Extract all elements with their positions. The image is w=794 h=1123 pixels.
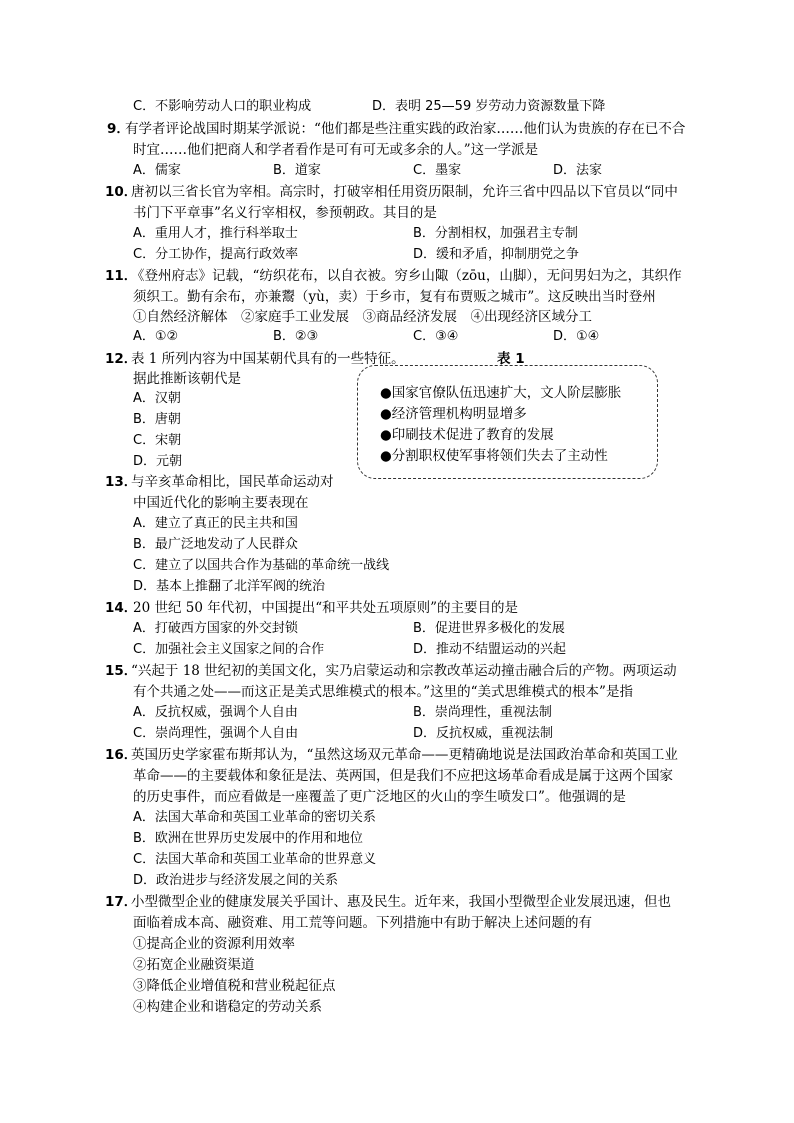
q12-table-item: ●国家官僚队伍迅速扩大，文人阶层膨胀 xyxy=(380,385,622,401)
q15-stem-line2: 有个共通之处——而这正是美式思维模式的根本。”这里的“美式思维模式的根本”是指 xyxy=(133,684,633,700)
q14-option-d: D．推动不结盟运动的兴起 xyxy=(413,642,567,657)
q13-option-a: A．建立了真正的民主共和国 xyxy=(133,516,298,531)
q12-option-a: A．汉朝 xyxy=(133,391,181,406)
q14-number: 14． xyxy=(105,600,138,616)
q11-number: 11． xyxy=(105,268,138,284)
q13-stem-line1: 与辛亥革命相比，国民革命运动对 xyxy=(131,474,334,490)
q13-option-d: D．基本上推翻了北洋军阀的统治 xyxy=(133,579,326,594)
q12-table-item: ●分割职权使军事将领们失去了主动性 xyxy=(380,448,608,464)
q9-option-c: C．墨家 xyxy=(413,163,462,178)
q14-option-b: B．促进世界多极化的发展 xyxy=(413,621,565,636)
q14-option-c: C．加强社会主义国家之间的合作 xyxy=(133,642,325,657)
q16-option-b: B．欧洲在世界历史发展中的作用和地位 xyxy=(133,831,363,846)
q12-table-label: 表 1 xyxy=(497,351,525,367)
q13-option-b: B．最广泛地发动了人民群众 xyxy=(133,537,298,552)
q12-number: 12． xyxy=(105,351,138,367)
q13-stem-line2: 中国近代化的影响主要表现在 xyxy=(133,495,309,511)
q17-item: ③降低企业增值税和营业税起征点 xyxy=(133,978,336,994)
q9-stem-line1: 有学者评论战国时期某学派说：“他们都是些注重实践的政治家……他们认为贵族的存在已不合 xyxy=(125,121,686,137)
q12-option-c: C．宋朝 xyxy=(133,433,182,448)
q17-stem-line2: 面临着成本高、融资难、用工荒等问题。下列措施中有助于解决上述问题的有 xyxy=(133,915,592,931)
q12-stem-line1: 表 1 所列内容为中国某朝代具有的一些特征。 xyxy=(131,351,405,367)
q10-option-c: C．分工协作，提高行政效率 xyxy=(133,247,299,262)
q11-option-c: C．③④ xyxy=(413,329,459,344)
q17-number: 17． xyxy=(105,894,138,910)
q16-option-a: A．法国大革命和英国工业革命的密切关系 xyxy=(133,810,376,825)
q16-stem-line2: 革命——的主要载体和象征是法、英两国，但是我们不应把这场革命看成是属于这两个国家 xyxy=(133,768,673,784)
q9-option-b: B．道家 xyxy=(273,163,321,178)
q17-item: ②拓宽企业融资渠道 xyxy=(133,957,255,973)
q11-stem-line1: 《登州府志》记载，“纺织花布，以自衣被。穷乡山陬（zōu，山脚），无问男妇为之，其织作 xyxy=(131,268,682,284)
q10-option-b: B．分割相权，加强君主专制 xyxy=(413,226,578,241)
q11-option-d: D．①④ xyxy=(553,329,600,344)
q11-stem-line2: 须织工。勤有余布，亦兼鬻（yù，卖）于乡市，复有布贾贩之城市”。这反映出当时登州 xyxy=(133,289,656,305)
q8-option-c: C．不影响劳动人口的职业构成 xyxy=(133,99,312,114)
q15-option-b: B．崇尚理性，重视法制 xyxy=(413,705,552,720)
q14-option-a: A．打破西方国家的外交封锁 xyxy=(133,621,298,636)
q16-number: 16． xyxy=(105,747,138,763)
q17-item: ①提高企业的资源利用效率 xyxy=(133,936,295,952)
q15-stem-line1: “兴起于 18 世纪初的美国文化，实乃启蒙运动和宗教改革运动撞击融合后的产物。两项运动 xyxy=(131,663,677,679)
q17-item: ④构建企业和谐稳定的劳动关系 xyxy=(133,999,322,1015)
q15-option-a: A．反抗权威，强调个人自由 xyxy=(133,705,298,720)
q13-option-c: C．建立了以国共合作为基础的革命统一战线 xyxy=(133,558,390,573)
q12-table-item: ●经济管理机构明显增多 xyxy=(380,406,527,422)
q12-option-d: D．元朝 xyxy=(133,454,183,469)
q9-option-a: A．儒家 xyxy=(133,163,181,178)
q10-option-d: D．缓和矛盾，抑制朋党之争 xyxy=(413,247,580,262)
q17-stem-line1: 小型微型企业的健康发展关乎国计、惠及民生。近年来，我国小型微型企业发展迅速，但也 xyxy=(131,894,671,910)
q9-option-d: D．法家 xyxy=(553,163,603,178)
q16-stem-line1: 英国历史学家霍布斯邦认为，“虽然这场双元革命——更精确地说是法国政治革命和英国工业 xyxy=(131,747,678,763)
q15-option-d: D．反抗权威，重视法制 xyxy=(413,726,554,741)
q8-option-d: D．表明 25—59 岁劳动力资源数量下降 xyxy=(372,99,606,114)
q15-number: 15． xyxy=(105,663,138,679)
q15-option-c: C．崇尚理性，强调个人自由 xyxy=(133,726,299,741)
q10-option-a: A．重用人才，推行科举取士 xyxy=(133,226,298,241)
q9-number: 9． xyxy=(107,121,130,137)
q16-option-d: D．政治进步与经济发展之间的关系 xyxy=(133,873,339,888)
q13-number: 13． xyxy=(105,474,138,490)
q12-option-b: B．唐朝 xyxy=(133,412,181,427)
q12-table-box xyxy=(357,365,658,479)
q11-option-a: A．①② xyxy=(133,329,179,344)
q10-number: 10． xyxy=(105,184,138,200)
q10-stem-line1: 唐初以三省长官为宰相。高宗时，打破宰相任用资历限制，允许三省中四品以下官员以“同中 xyxy=(131,184,678,200)
q16-option-c: C．法国大革命和英国工业革命的世界意义 xyxy=(133,852,377,867)
q11-items: ①自然经济解体 ②家庭手工业发展 ③商品经济发展 ④出现经济区域分工 xyxy=(133,309,592,325)
q9-stem-line2: 时宜……他们把商人和学者看作是可有可无或多余的人。”这一学派是 xyxy=(133,142,539,158)
q12-table-item: ●印刷技术促进了教育的发展 xyxy=(380,427,554,443)
q10-stem-line2: 书门下平章事”名义行宰相权，参预朝政。其目的是 xyxy=(133,205,437,221)
q14-stem-line1: 20 世纪 50 年代初，中国提出“和平共处五项原则”的主要目的是 xyxy=(133,600,519,616)
q16-stem-line3: 的历史事件，而应看做是一座覆盖了更广泛地区的火山的孪生喷发口”。他强调的是 xyxy=(133,789,626,805)
q12-stem-line2: 据此推断该朝代是 xyxy=(133,371,241,387)
q11-option-b: B．②③ xyxy=(273,329,319,344)
